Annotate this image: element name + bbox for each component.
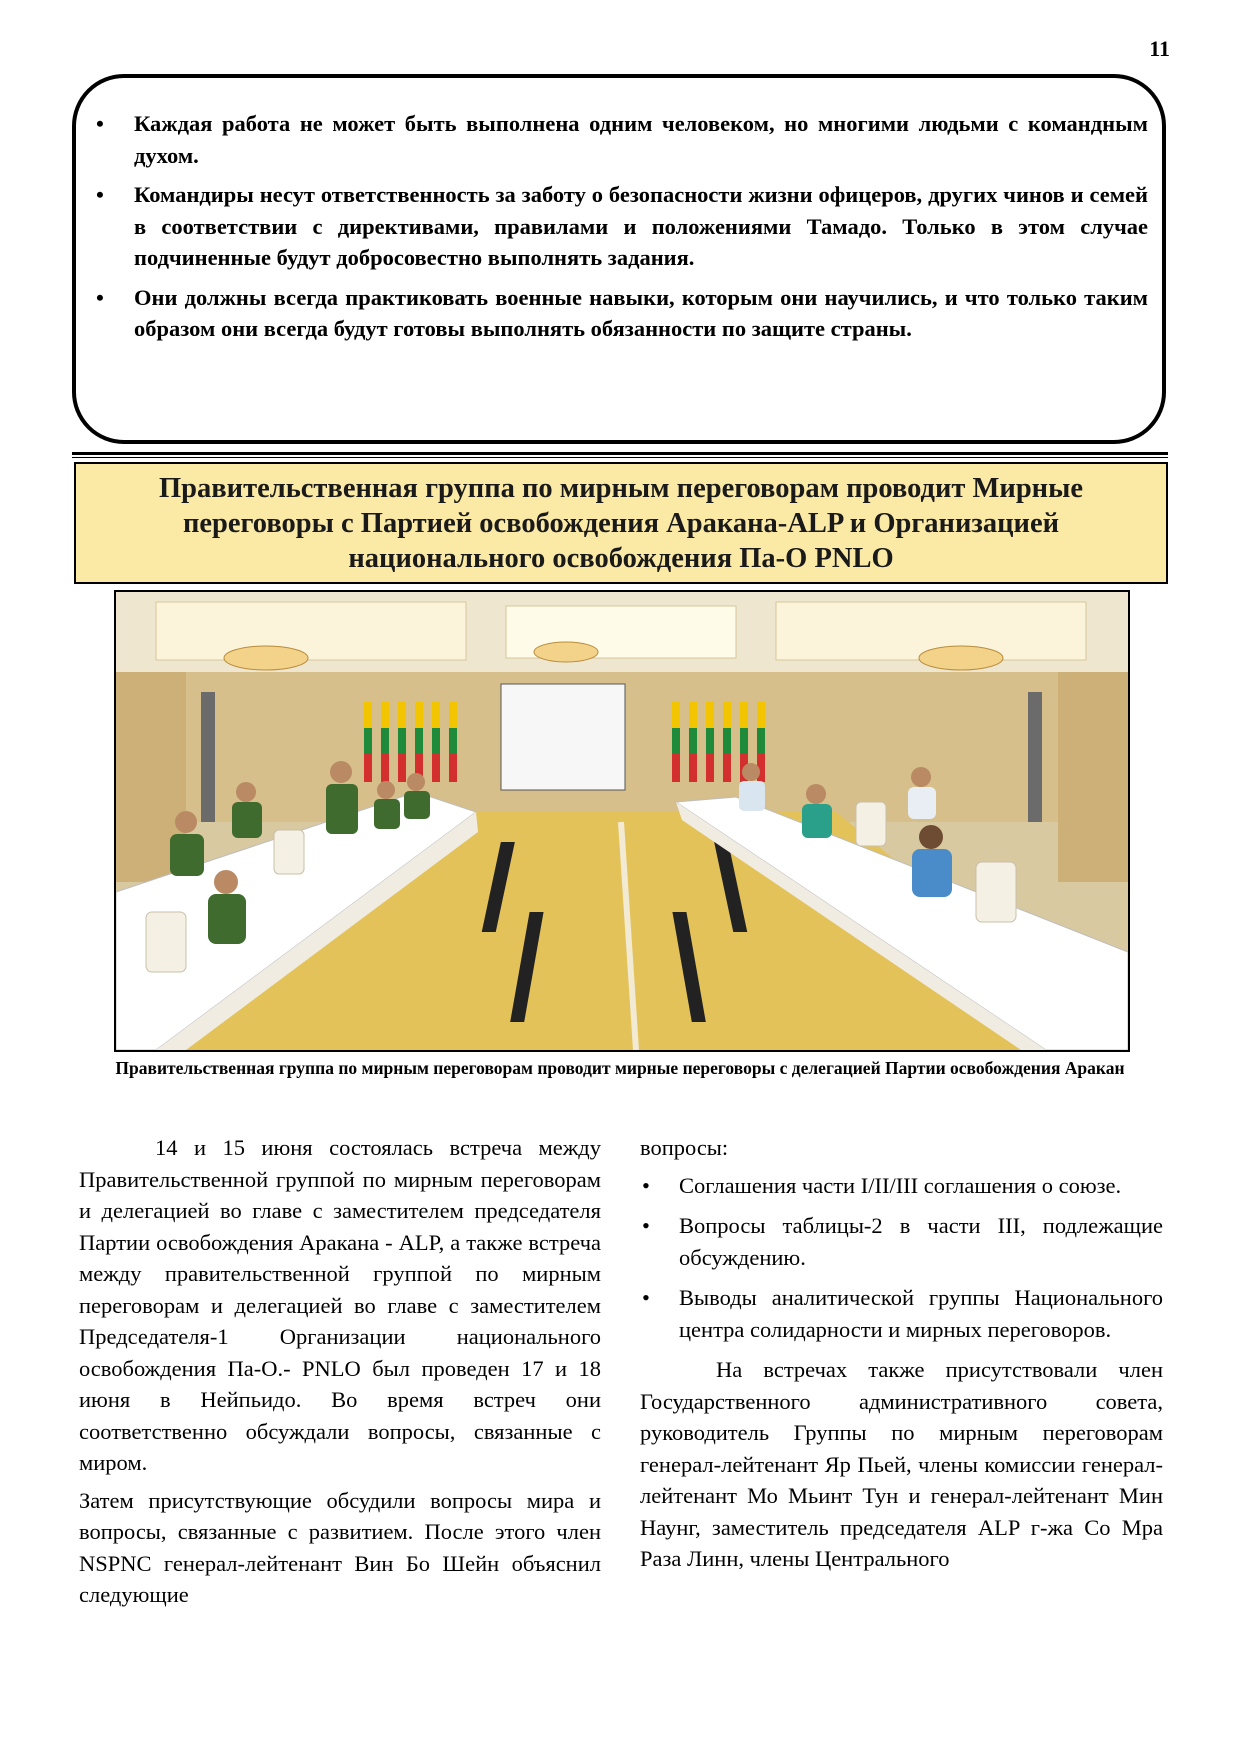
meeting-photo [114, 590, 1130, 1052]
issue-item: • Вопросы таблицы-2 в части III, подлежащие обсуждению. [640, 1210, 1163, 1273]
headline-box [74, 462, 1168, 584]
article-column-left [79, 1132, 601, 1617]
issue-item: • Соглашения части I/II/III соглашения о союзе. [640, 1170, 1163, 1202]
article-paragraph: Затем присутствующие обсудили вопросы мира и вопросы, связанные с развитием. После этого член NSPNC генерал-лейтенант Вин Бо Шейн объяснил следующие [79, 1487, 601, 1607]
section-divider-thin [72, 457, 1168, 458]
principles-list [96, 108, 1148, 353]
article-paragraph: 14 и 15 июня состоялась встреча между Правительственной группой по мирным переговорам и делегацией во главе с заместителем председателя Партии освобождения Аракана - ALP, а также встреча между правительственной группой по мирным переговорам и делегацией во главе с заместителем Председателя-1 Организации национального освобождения Па-О.- PNLO был проведен 17 и 18 июня в Нейпьидо. Во время встреч они соответственно обсуждали вопросы, связанные с миром. [79, 1135, 601, 1475]
page-number: 11 [1149, 36, 1170, 61]
issue-item: • Выводы аналитической группы Национального центра солидарности и мирных переговоров. [640, 1282, 1163, 1345]
article-paragraph: На встречах также присутствовали член Государственного административного совета, руководитель Группы по мирным переговорам генерал-лейтенант Яр Пьей, члены комиссии генерал-лейтенант Мо Мьинт Тун и генерал-лейтенант Мин Наунг, заместитель председателя ALP г-жа Со Мра Раза Линн, члены Центрального [640, 1357, 1163, 1571]
article-column-right [640, 1132, 1163, 1581]
principle-item: • Командиры несут ответственность за заботу о безопасности жизни офицеров, других чинов и семей в соответствии с директивами, правилами и положениями Тамадо. Только в этом случае подчиненные будут добросовестно выполнять задания. [96, 179, 1148, 274]
article-paragraph: вопросы: [640, 1135, 729, 1160]
issues-list [640, 1170, 1163, 1346]
section-divider [72, 452, 1168, 455]
principle-item: • Они должны всегда практиковать военные навыки, которым они научились, и что только таким образом они всегда будут готовы выполнять обязанности по защите страны. [96, 282, 1148, 345]
article-headline: Правительственная группа по мирным переговорам проводит Мирные переговоры с Партией освобождения Аракана-ALP и Организацией национального освобождения Па-О PNLO [158, 472, 1083, 574]
photo-caption: Правительственная группа по мирным переговорам проводит мирные переговоры с делегацией Партии освобождения Аракан [115, 1058, 1125, 1078]
principle-item: • Каждая работа не может быть выполнена одним человеком, но многими людьми с командным духом. [96, 108, 1148, 171]
